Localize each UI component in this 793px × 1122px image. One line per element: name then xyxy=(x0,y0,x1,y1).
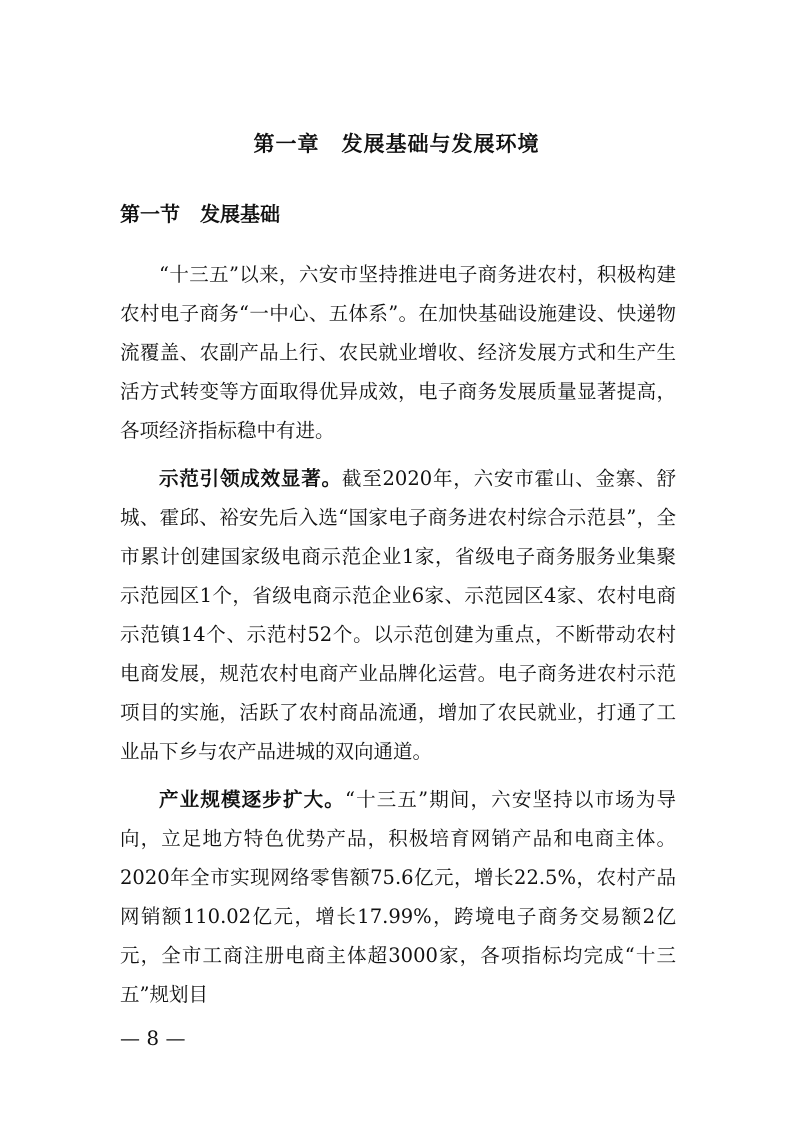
paragraph-lead: 产业规模逐步扩大。 xyxy=(159,788,345,811)
paragraph-text xyxy=(120,780,676,1014)
paragraph-lead: 示范引领成效显著。 xyxy=(159,467,342,490)
paragraph-intro xyxy=(120,255,676,450)
chapter-title: 第一章 发展基础与发展环境 xyxy=(253,132,540,156)
page-number: — 8 — xyxy=(120,1026,186,1050)
paragraph-text xyxy=(120,255,676,450)
paragraph-body: “十三五”期间，六安坚持以市场为导向，立足地方特色优势产品，积极培育网销产品和电商主体。2020年全市实现网络零售额75.6亿元，增长22.5%，农村产品网销额110.02亿元，增长17.99%，跨境电子商务交易额2亿元，全市工商注册电商主体超3000家，各项指标均完成“十三五”规划目 xyxy=(120,788,676,1006)
paragraph-body: 截至2020年，六安市霍山、金寨、舒城、霍邱、裕安先后入选“国家电子商务进农村综合示范县”，全市累计创建国家级电商示范企业1家，省级电子商务服务业集聚示范园区1个，省级电商示范企业6家、示范园区4家、农村电商示范镇14个、示范村52个。以示范创建为重点，不断带动农村电商发展，规范农村电商产业品牌化运营。电子商务进农村示范项目的实施，活跃了农村商品流通，增加了农民就业，打通了工业品下乡与农产品进城的双向通道。 xyxy=(120,467,676,763)
paragraph-industry-scale xyxy=(120,780,676,1014)
paragraph-text xyxy=(120,459,676,771)
paragraph-body: “十三五”以来，六安市坚持推进电子商务进农村，积极构建农村电子商务“一中心、五体系”。在加快基础设施建设、快递物流覆盖、农副产品上行、农民就业增收、经济发展方式和生产生活方式转变等方面取得优异成效，电子商务发展质量显著提高，各项经济指标稳中有进。 xyxy=(120,263,676,442)
paragraph-demonstration xyxy=(120,459,676,771)
section-title: 第一节 发展基础 xyxy=(120,202,280,226)
